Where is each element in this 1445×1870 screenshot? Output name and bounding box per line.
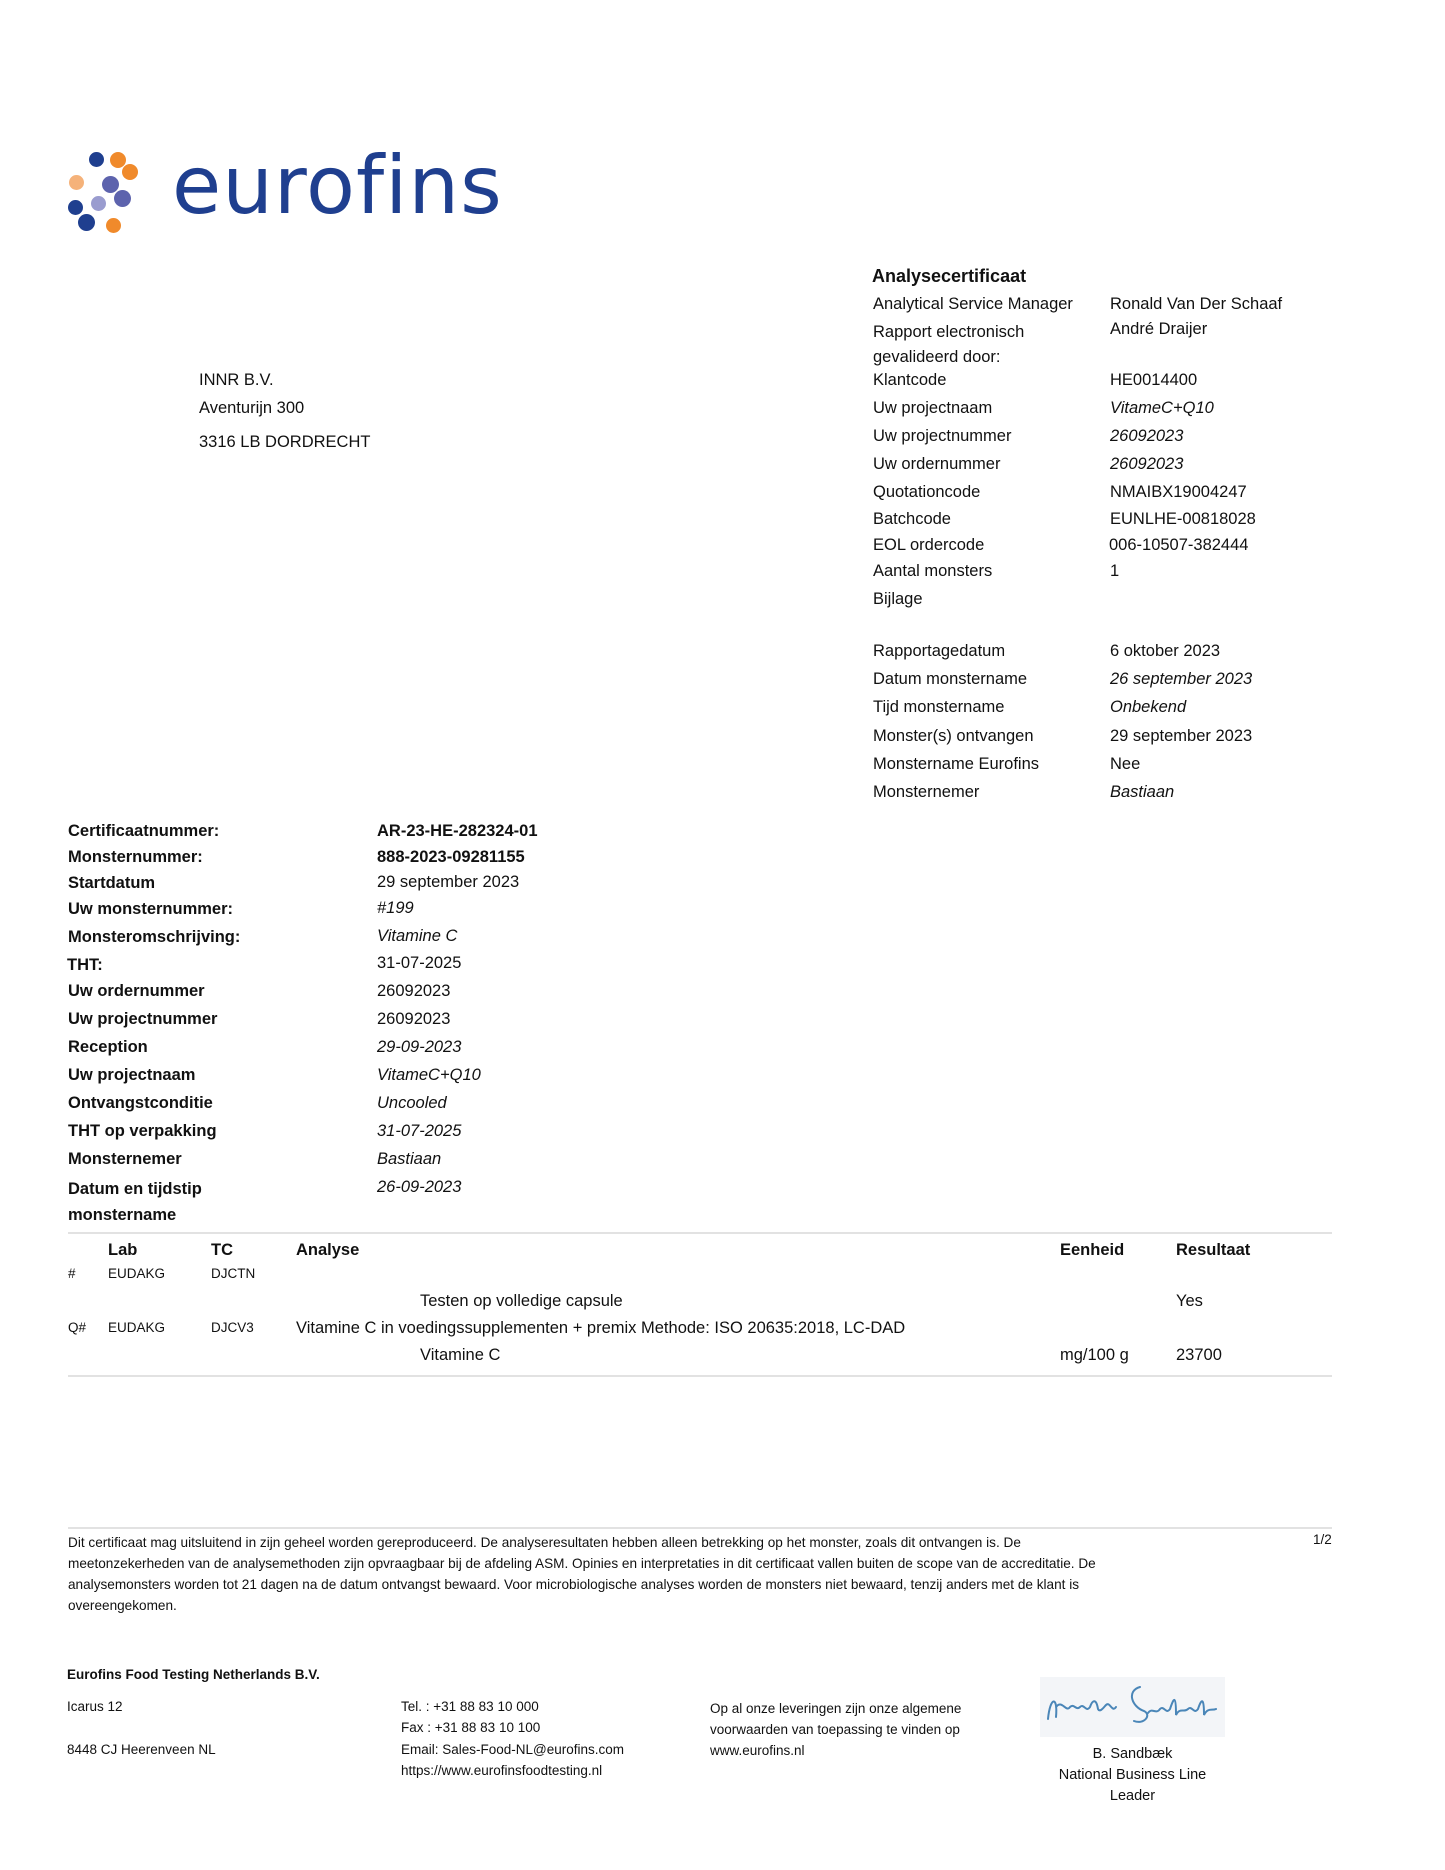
table-top-divider	[68, 1232, 1332, 1234]
col-header-lab: Lab	[108, 1241, 138, 1259]
field-value: 1	[1110, 562, 1120, 580]
footer-divider	[68, 1527, 1332, 1529]
signatory-title: National Business Line	[1058, 1767, 1207, 1783]
signatory-name: B. Sandbæk	[1092, 1746, 1173, 1762]
col-header-eenheid: Eenheid	[1060, 1241, 1125, 1259]
row-marker: #	[68, 1266, 76, 1281]
sample-value: 31-07-2025	[377, 1122, 462, 1140]
field-value: Bastiaan	[1110, 783, 1175, 801]
logo-dot-icon	[122, 164, 138, 180]
logo-wordmark: eurofins	[172, 139, 503, 232]
sample-value: VitameC+Q10	[377, 1066, 481, 1084]
sample-value: 29 september 2023	[377, 873, 520, 891]
certificate-number: AR-23-HE-282324-01	[377, 822, 538, 840]
field-label: Aantal monsters	[873, 562, 993, 580]
col-header-tc: TC	[211, 1241, 233, 1259]
sample-label: Uw ordernummer	[68, 982, 205, 1000]
sample-label: Ontvangstconditie	[68, 1094, 213, 1112]
sample-value: 26-09-2023	[377, 1178, 462, 1196]
logo-dot-icon	[78, 214, 95, 231]
field-value: 29 september 2023	[1110, 727, 1253, 745]
logo-dot-icon	[114, 190, 131, 207]
signature-icon	[1040, 1677, 1225, 1737]
sample-label: THT op verpakking	[68, 1122, 217, 1140]
sample-value: Bastiaan	[377, 1150, 442, 1168]
row-tc: DJCTN	[211, 1266, 256, 1281]
field-value: 26092023	[1110, 455, 1184, 473]
field-label: Rapport electronisch	[873, 323, 1025, 341]
logo-dot-icon	[69, 175, 84, 190]
field-value: HE0014400	[1110, 371, 1198, 389]
field-label: gevalideerd door:	[873, 348, 1001, 366]
company-fax: Fax : +31 88 83 10 100	[401, 1720, 541, 1735]
col-header-analyse: Analyse	[296, 1241, 360, 1259]
eurofins-logo	[66, 139, 506, 240]
sample-value: 29-09-2023	[377, 1038, 462, 1056]
sample-value: #199	[377, 899, 414, 917]
company-street: Icarus 12	[67, 1699, 123, 1714]
company-name: Eurofins Food Testing Netherlands B.V.	[67, 1667, 320, 1682]
company-city: 8448 CJ Heerenveen NL	[67, 1742, 216, 1757]
logo-dot-icon	[102, 176, 119, 193]
row-marker: Q#	[68, 1320, 87, 1335]
recipient-street: Aventurijn 300	[199, 399, 305, 417]
field-value: NMAIBX19004247	[1110, 483, 1247, 501]
field-value: EUNLHE-00818028	[1110, 510, 1256, 528]
sample-label: Startdatum	[68, 874, 156, 892]
field-label: Rapportagedatum	[873, 642, 1006, 660]
logo-dot-icon	[91, 196, 106, 211]
row-resultaat: Yes	[1176, 1292, 1203, 1310]
field-label: Monstername Eurofins	[873, 755, 1039, 773]
terms-text: voorwaarden van toepassing te vinden op	[710, 1722, 960, 1737]
logo-dot-icon	[106, 218, 121, 233]
field-value: André Draijer	[1110, 320, 1208, 338]
field-value: Nee	[1110, 755, 1141, 773]
company-email-link[interactable]: Email: Sales-Food-NL@eurofins.com	[401, 1742, 625, 1757]
field-value: Ronald Van Der Schaaf	[1110, 295, 1283, 313]
sample-label: Uw projectnaam	[68, 1066, 196, 1084]
field-label: Uw projectnummer	[873, 427, 1012, 445]
row-analyse: Testen op volledige capsule	[420, 1292, 623, 1310]
page-number: 1/2	[1313, 1532, 1332, 1547]
disclaimer-text: Dit certificaat mag uitsluitend in zijn geheel worden gereproduceerd. De analyseresultaten hebben alleen betrekking op het monster, zoals dit ontvangen is. De meetonzekerheden van de analysemethoden zijn opvraagbaar bij de afdeling ASM. Opinies en interpretaties in dit certificaat vallen buiten de scope van de accreditatie. De analysemonsters worden tot 21 dagen na de datum ontvangst bewaard. Voor microbiologische analyses worden de monsters niet bewaard, tenzij anders met de klant is overeengekomen.	[68, 1535, 1096, 1613]
sample-label: Monsteromschrijving:	[68, 928, 241, 946]
field-label: Bijlage	[873, 590, 923, 608]
terms-text: Op al onze leveringen zijn onze algemene	[710, 1701, 962, 1716]
field-value: 26092023	[1110, 427, 1184, 445]
sample-label: Certificaatnummer:	[68, 822, 220, 840]
field-label: Datum monstername	[873, 670, 1028, 688]
row-resultaat: 23700	[1176, 1346, 1222, 1364]
field-label: Uw ordernummer	[873, 455, 1001, 473]
recipient-city: 3316 LB DORDRECHT	[199, 433, 371, 451]
field-label: Tijd monstername	[873, 698, 1005, 716]
field-label: Analytical Service Manager	[873, 295, 1073, 313]
field-label: Uw projectnaam	[873, 399, 993, 417]
sample-label: THT:	[67, 956, 103, 974]
sample-value: Vitamine C	[377, 927, 458, 945]
sample-value: 31-07-2025	[377, 954, 462, 972]
sample-label: Datum en tijdstip	[68, 1180, 202, 1198]
field-label: Klantcode	[873, 371, 947, 389]
sample-label: Monsternummer:	[68, 848, 203, 866]
sample-label: Monsternemer	[68, 1150, 182, 1168]
field-label: Monsternemer	[873, 783, 980, 801]
row-lab: EUDAKG	[108, 1266, 166, 1281]
sample-value: 26092023	[377, 1010, 451, 1028]
company-tel: Tel. : +31 88 83 10 000	[401, 1699, 539, 1714]
row-lab: EUDAKG	[108, 1320, 166, 1335]
field-label: EOL ordercode	[873, 536, 985, 554]
row-tc: DJCV3	[211, 1320, 254, 1335]
signatory-title: Leader	[1109, 1788, 1156, 1804]
row-analyse: Vitamine C	[420, 1346, 501, 1364]
col-header-resultaat: Resultaat	[1176, 1241, 1251, 1259]
sample-value: Uncooled	[377, 1094, 447, 1112]
sample-label: Uw projectnummer	[68, 1010, 218, 1028]
row-eenheid: mg/100 g	[1060, 1346, 1129, 1364]
table-bottom-divider	[68, 1375, 1332, 1377]
signature-image	[1040, 1677, 1225, 1737]
field-label: Quotationcode	[873, 483, 981, 501]
field-value: 26 september 2023	[1110, 670, 1253, 688]
logo-dot-icon	[89, 152, 104, 167]
field-label: Batchcode	[873, 510, 951, 528]
terms-link[interactable]: www.eurofins.nl	[710, 1743, 805, 1758]
sample-label: monstername	[68, 1206, 177, 1224]
row-analyse: Vitamine C in voedingssupplementen + premix Methode: ISO 20635:2018, LC-DAD	[296, 1319, 906, 1337]
field-value: Onbekend	[1110, 698, 1187, 716]
sample-label: Uw monsternummer:	[68, 900, 234, 918]
sample-label: Reception	[68, 1038, 148, 1056]
field-value: 006-10507-382444	[1109, 536, 1249, 554]
field-value: 6 oktober 2023	[1110, 642, 1221, 660]
sample-number: 888-2023-09281155	[377, 848, 525, 866]
field-label: Monster(s) ontvangen	[873, 727, 1034, 745]
recipient-name: INNR B.V.	[199, 371, 274, 389]
logo-dot-icon	[68, 200, 83, 215]
field-value: VitameC+Q10	[1110, 399, 1214, 417]
sample-value: 26092023	[377, 982, 451, 1000]
certificate-title: Analysecertificaat	[872, 266, 1027, 286]
company-website-link[interactable]: https://www.eurofinsfoodtesting.nl	[401, 1763, 603, 1778]
